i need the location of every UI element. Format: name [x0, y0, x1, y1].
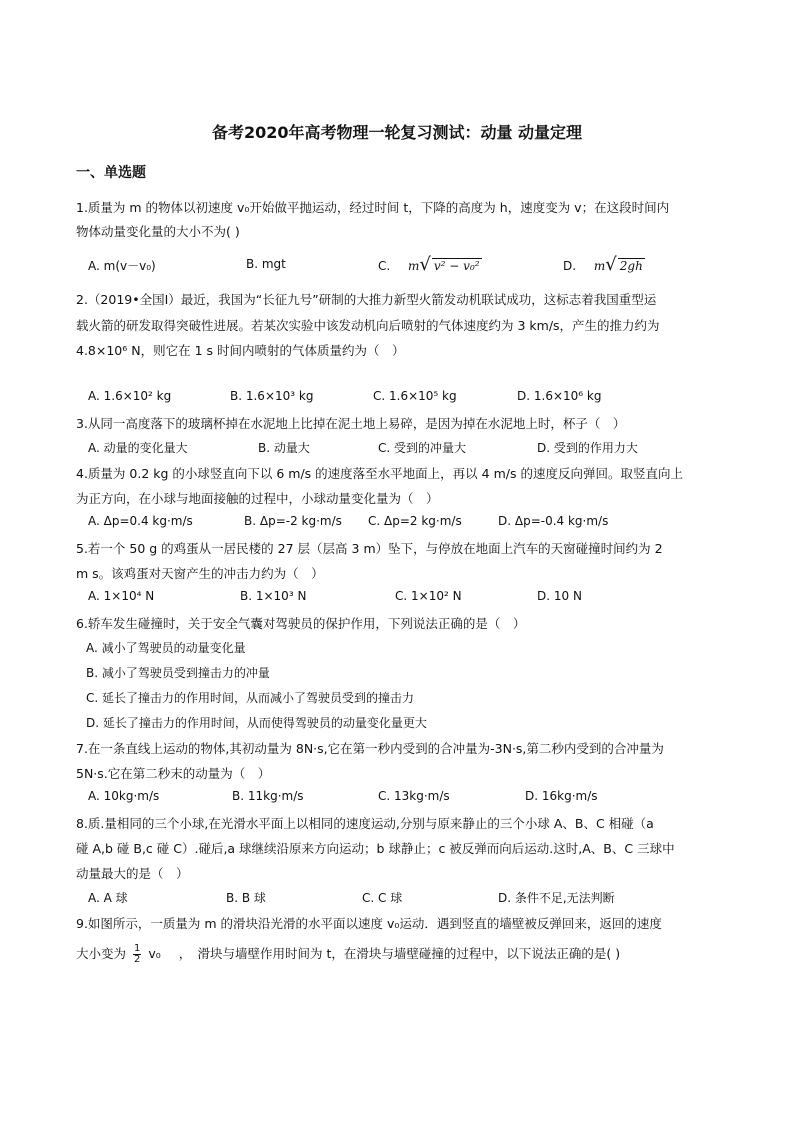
q1-option-a: A. m(v－v₀) — [88, 259, 156, 273]
q8-stem-line1: 8.质.量相同的三个小球,在光滑水平面上以相同的速度运动,分别与原来静止的三个小球 A、B、C 相碰（a — [76, 816, 654, 831]
q7-stem-line1: 7.在一条直线上运动的物体,其初动量为 8N·s,它在第一秒内受到的合冲量为-3N·s,第二秒内受到的合冲量为 — [76, 741, 664, 756]
q1-stem-line2: 物体动量变化量的大小不为( ) — [76, 224, 240, 239]
q6-option-c: C. 延长了撞击力的作用时间，从而减小了驾驶员受到的撞击力 — [86, 691, 415, 705]
q8-stem-line2: 碰 A,b 碰 B,c 碰 C）.碰后,a 球继续沿原来方向运动；b 球静止；c 被反弹而向后运动.这时,A、B、C 三球中 — [76, 841, 675, 856]
q8-option-a: A. A 球 — [88, 891, 128, 905]
q2-option-c: C. 1.6×10⁵ kg — [373, 389, 457, 403]
q8-option-d: D. 条件不足,无法判断 — [498, 891, 615, 905]
q1-option-d-radicand: 2gh — [619, 259, 643, 273]
q3-option-a: A. 动量的变化量大 — [88, 441, 188, 455]
fraction-numerator: 1 — [134, 943, 141, 954]
fraction-one-half — [133, 944, 141, 965]
q3-option-c: C. 受到的冲量大 — [378, 441, 467, 455]
page-title: 备考2020年高考物理一轮复习测试：动量 动量定理 — [211, 123, 583, 142]
q7-option-d: D. 16kg·m/s — [525, 789, 598, 803]
q2-stem-line1: 2.（2019•全国Ⅰ）最近，我国为“长征九号”研制的大推力新型火箭发动机联试成功，这标志着我国重型运 — [76, 292, 657, 307]
q4-stem-line2: 为正方向，在小球与地面接触的过程中，小球动量变化量为（ ） — [76, 491, 439, 506]
q1-option-c-mass: m — [408, 259, 420, 273]
q4-option-a: A. Δp=0.4 kg·m/s — [88, 514, 193, 528]
sqrt-icon: √ — [605, 254, 617, 275]
q1-option-c-radicand: v² − v₀² — [433, 259, 480, 273]
q5-stem-line2: m s。该鸡蛋对天窗产生的冲击力约为（ ） — [76, 566, 324, 581]
q9-stem-prefix: 大小变为 — [76, 946, 127, 961]
q2-option-a: A. 1.6×10² kg — [88, 389, 172, 403]
section-heading: 一、单选题 — [76, 165, 146, 181]
q1-option-c-label: C. — [378, 259, 391, 273]
q4-option-b: B. Δp=-2 kg·m/s — [244, 514, 342, 528]
q7-option-a: A. 10kg·m/s — [88, 789, 160, 803]
q5-option-b: B. 1×10³ N — [240, 589, 307, 603]
q9-stem-suffix: ， 滑块与墙壁作用时间为 t，在滑块与墙壁碰撞的过程中，以下说法正确的是( ) — [178, 946, 621, 961]
q1-option-d-label: D. — [563, 259, 577, 273]
q5-stem-line1: 5.若一个 50 g 的鸡蛋从一居民楼的 27 层（层高 3 m）坠下，与停放在地面上汽车的天窗碰撞时间约为 2 — [76, 541, 663, 556]
q6-option-d: D. 延长了撞击力的作用时间，从而使得驾驶员的动量变化量更大 — [86, 716, 427, 730]
q9-stem-line1: 9.如图所示，一质量为 m 的滑块沿光滑的水平面以速度 v₀运动．遇到竖直的墙壁被反弹回来，返回的速度 — [76, 916, 662, 931]
q6-option-b: B. 减小了驾驶员受到撞击力的冲量 — [86, 666, 270, 680]
q2-option-b: B. 1.6×10³ kg — [230, 389, 314, 403]
q1-option-b: B. mgt — [246, 257, 286, 271]
q5-option-c: C. 1×10² N — [395, 589, 462, 603]
q4-stem-line1: 4.质量为 0.2 kg 的小球竖直向下以 6 m/s 的速度落至水平地面上，再以 4 m/s 的速度反向弹回。取竖直向上 — [76, 466, 683, 481]
q2-stem-line3: 4.8×10⁶ N，则它在 1 s 时间内喷射的气体质量约为（ ） — [76, 343, 405, 358]
q3-option-b: B. 动量大 — [258, 441, 310, 455]
q1-option-c — [378, 254, 482, 275]
q6-option-a: A. 减小了驾驶员的动量变化量 — [86, 641, 246, 655]
q8-stem-line3: 动量最大的是（ ） — [76, 866, 189, 881]
q2-stem-line2: 载火箭的研发取得突破性进展。若某次实验中该发动机向后喷射的气体速度约为 3 km/s，产生的推力约为 — [76, 318, 660, 333]
q7-option-c: C. 13kg·m/s — [378, 789, 450, 803]
q1-option-d-mass: m — [593, 259, 606, 273]
q9-stem-line2 — [76, 944, 620, 965]
q1-option-d — [563, 254, 645, 275]
q7-option-b: B. 11kg·m/s — [232, 789, 304, 803]
q3-option-d: D. 受到的作用力大 — [537, 441, 638, 455]
fraction-denominator: 2 — [134, 954, 141, 965]
q8-option-b: B. B 球 — [226, 891, 266, 905]
q4-option-d: D. Δp=-0.4 kg·m/s — [498, 514, 609, 528]
q4-option-c: C. Δp=2 kg·m/s — [368, 514, 462, 528]
q1-stem-line1: 1.质量为 m 的物体以初速度 v₀开始做平抛运动，经过时间 t，下降的高度为 h，速度变为 v；在这段时间内 — [76, 200, 670, 215]
q3-stem-line1: 3.从同一高度落下的玻璃杯掉在水泥地上比掉在泥土地上易碎，是因为掉在水泥地上时，杯子（ ） — [76, 416, 626, 431]
q5-option-a: A. 1×10⁴ N — [88, 589, 155, 603]
q8-option-c: C. C 球 — [362, 891, 403, 905]
q9-velocity-symbol: v₀ — [148, 946, 161, 961]
q5-option-d: D. 10 N — [537, 589, 582, 603]
q7-stem-line2: 5N·s.它在第二秒末的动量为（ ） — [76, 766, 271, 781]
q2-option-d: D. 1.6×10⁶ kg — [517, 389, 602, 403]
q6-stem-line1: 6.轿车发生碰撞时，关于安全气囊对驾驶员的保护作用，下列说法正确的是（ ） — [76, 616, 526, 631]
sqrt-icon: √ — [419, 254, 431, 275]
